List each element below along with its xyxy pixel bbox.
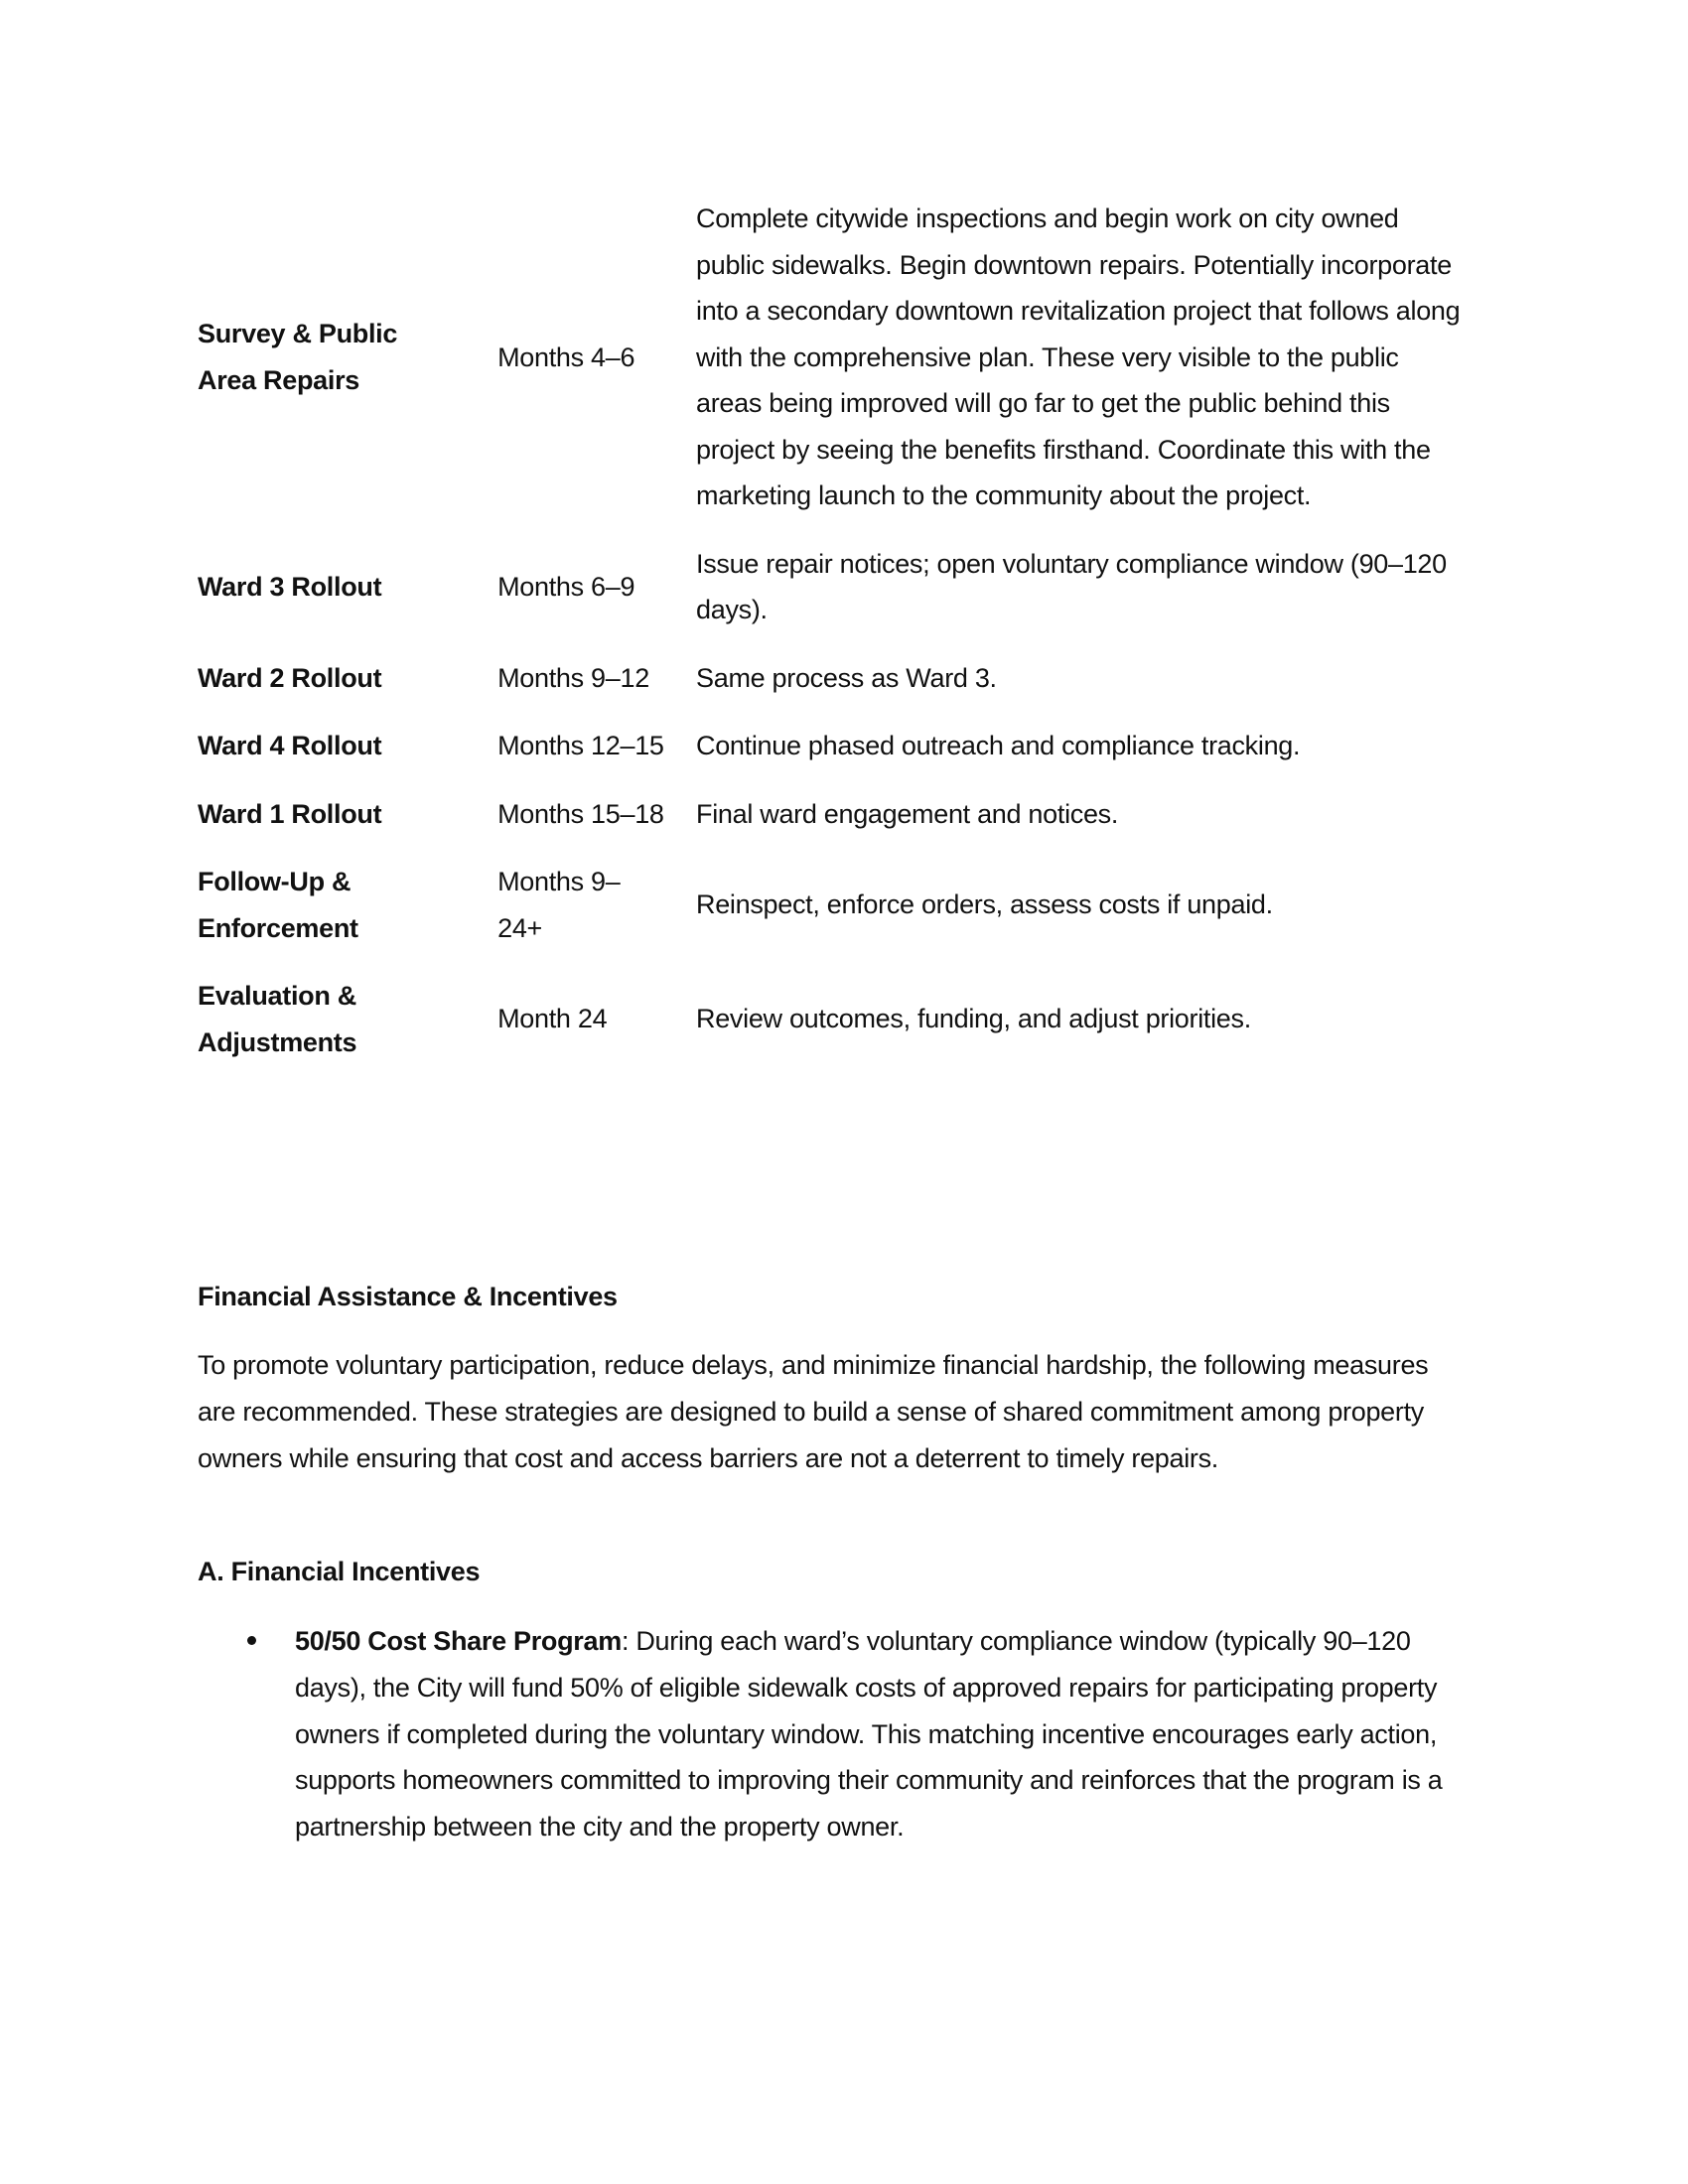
financial-intro-paragraph: To promote voluntary participation, reduce delays, and minimize financial hardship, the following measures are recommended. These strategies are designed to build a sense of shared commitment among property owners while ensuring that cost and access barriers are not a deterrent to timely repairs. — [198, 1350, 1429, 1473]
phase-name: Ward 3 Rollout — [198, 571, 382, 602]
timeline-row-ward-4 — [198, 723, 1469, 791]
phase-timeframe: Month 24 — [497, 1004, 608, 1034]
phase-timeframe: Months 9–12 — [497, 662, 649, 693]
bullet-separator: : — [621, 1626, 636, 1656]
phase-description: Final ward engagement and notices. — [696, 798, 1119, 829]
timeline-row-ward-2 — [198, 655, 1469, 724]
phase-name: Ward 4 Rollout — [198, 731, 382, 760]
phase-description: Issue repair notices; open voluntary compliance window (90–120 days). — [696, 548, 1447, 624]
bullet-term: 50/50 Cost Share Program — [295, 1626, 622, 1656]
phase-description: Review outcomes, funding, and adjust priorities. — [696, 1004, 1251, 1034]
phase-timeframe: Months 4–6 — [497, 341, 635, 372]
timeline-row-survey — [198, 196, 1469, 541]
phase-name: Evaluation & Adjustments — [198, 981, 357, 1057]
bullet-text: During each ward’s voluntary compliance window (typically 90–120 days), the City will fund 50% of eligible sidewalk costs of approved repairs for participating property owners if completed during the voluntary window. This matching incentive encourages early action, supports homeowners committed to improving their community and reinforces that the program is a partnership between the city and the property owner. — [295, 1626, 1443, 1843]
phase-timeframe: Months 9–24+ — [497, 867, 621, 943]
phase-name: Survey & Public Area Repairs — [198, 319, 398, 395]
timeline-row-ward-3 — [198, 541, 1469, 655]
bullet-icon — [247, 1636, 256, 1645]
timeline-row-evaluation — [198, 973, 1469, 1087]
phase-timeframe: Months 6–9 — [497, 571, 635, 602]
timeline-row-follow-up — [198, 859, 1469, 973]
phase-timeframe: Months 15–18 — [497, 798, 664, 829]
phase-description: Continue phased outreach and compliance tracking. — [696, 731, 1301, 760]
financial-incentives-list — [198, 1618, 1474, 1850]
financial-assistance-heading: Financial Assistance & Incentives — [198, 1282, 618, 1311]
phase-name: Ward 1 Rollout — [198, 798, 382, 829]
timeline-row-ward-1 — [198, 791, 1469, 860]
implementation-timeline-table — [198, 196, 1469, 1087]
financial-incentives-subheading: A. Financial Incentives — [198, 1557, 481, 1586]
phase-description: Complete citywide inspections and begin work on city owned public sidewalks. Begin downtown repairs. Potentially incorporate into a secondary downtown revitalization project that follows along with the comprehensive plan. These very visible to the public areas being improved will go far to get the public behind this project by seeing the benefits firsthand. Coordinate this with the marketing launch to the community about the project. — [696, 204, 1461, 510]
list-item-cost-share — [198, 1618, 1474, 1850]
phase-timeframe: Months 12–15 — [497, 731, 664, 760]
phase-description: Reinspect, enforce orders, assess costs if unpaid. — [696, 889, 1273, 920]
phase-description: Same process as Ward 3. — [696, 662, 997, 693]
phase-name: Follow-Up & Enforcement — [198, 867, 358, 943]
phase-name: Ward 2 Rollout — [198, 662, 382, 693]
